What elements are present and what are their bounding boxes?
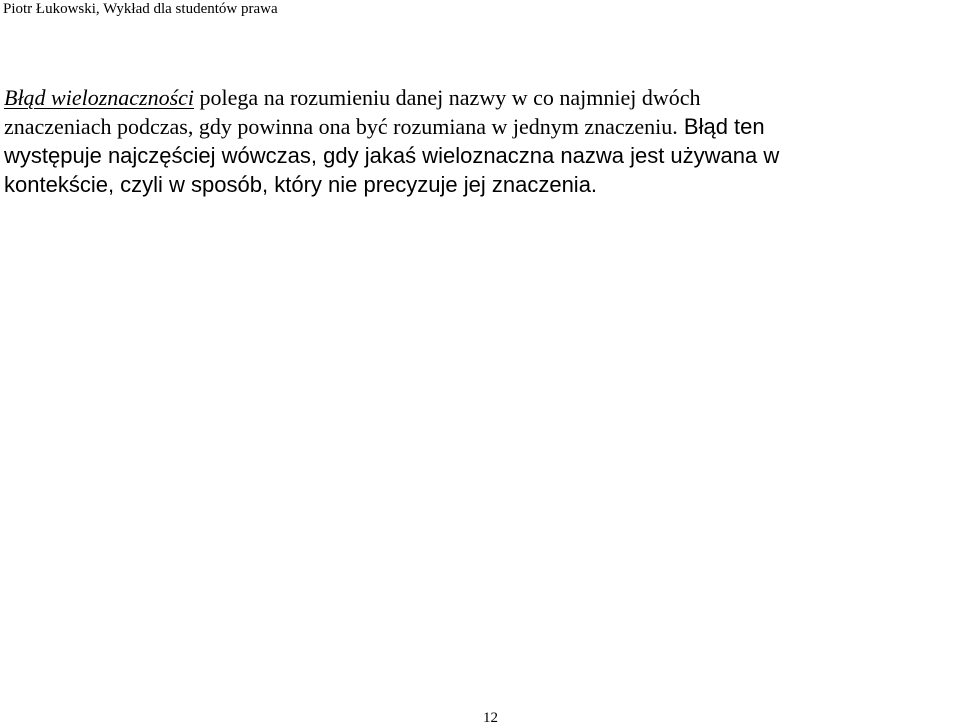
line-2-serif-text: znaczeniach podczas, gdy powinna ona być rozumiana w jednym znaczeniu. [4, 114, 678, 139]
page-number: 12 [483, 710, 498, 726]
paragraph-line-2 [4, 112, 956, 141]
defined-term: Błąd wieloznaczności [4, 85, 195, 110]
paragraph-line-1 [4, 83, 956, 112]
paragraph-line-4: kontekście, czyli w sposób, który nie precyzuje jej znaczenia. [4, 172, 598, 197]
line-2-sans-text: Błąd ten [677, 114, 765, 139]
definition-paragraph [4, 83, 956, 199]
page-header: Piotr Łukowski, Wykład dla studentów prawa [3, 1, 278, 17]
paragraph-line-3: występuje najczęściej wówczas, gdy jakaś wieloznaczna nazwa jest używana w [4, 143, 780, 168]
line-1-text: polega na rozumieniu danej nazwy w co najmniej dwóch [194, 85, 701, 110]
